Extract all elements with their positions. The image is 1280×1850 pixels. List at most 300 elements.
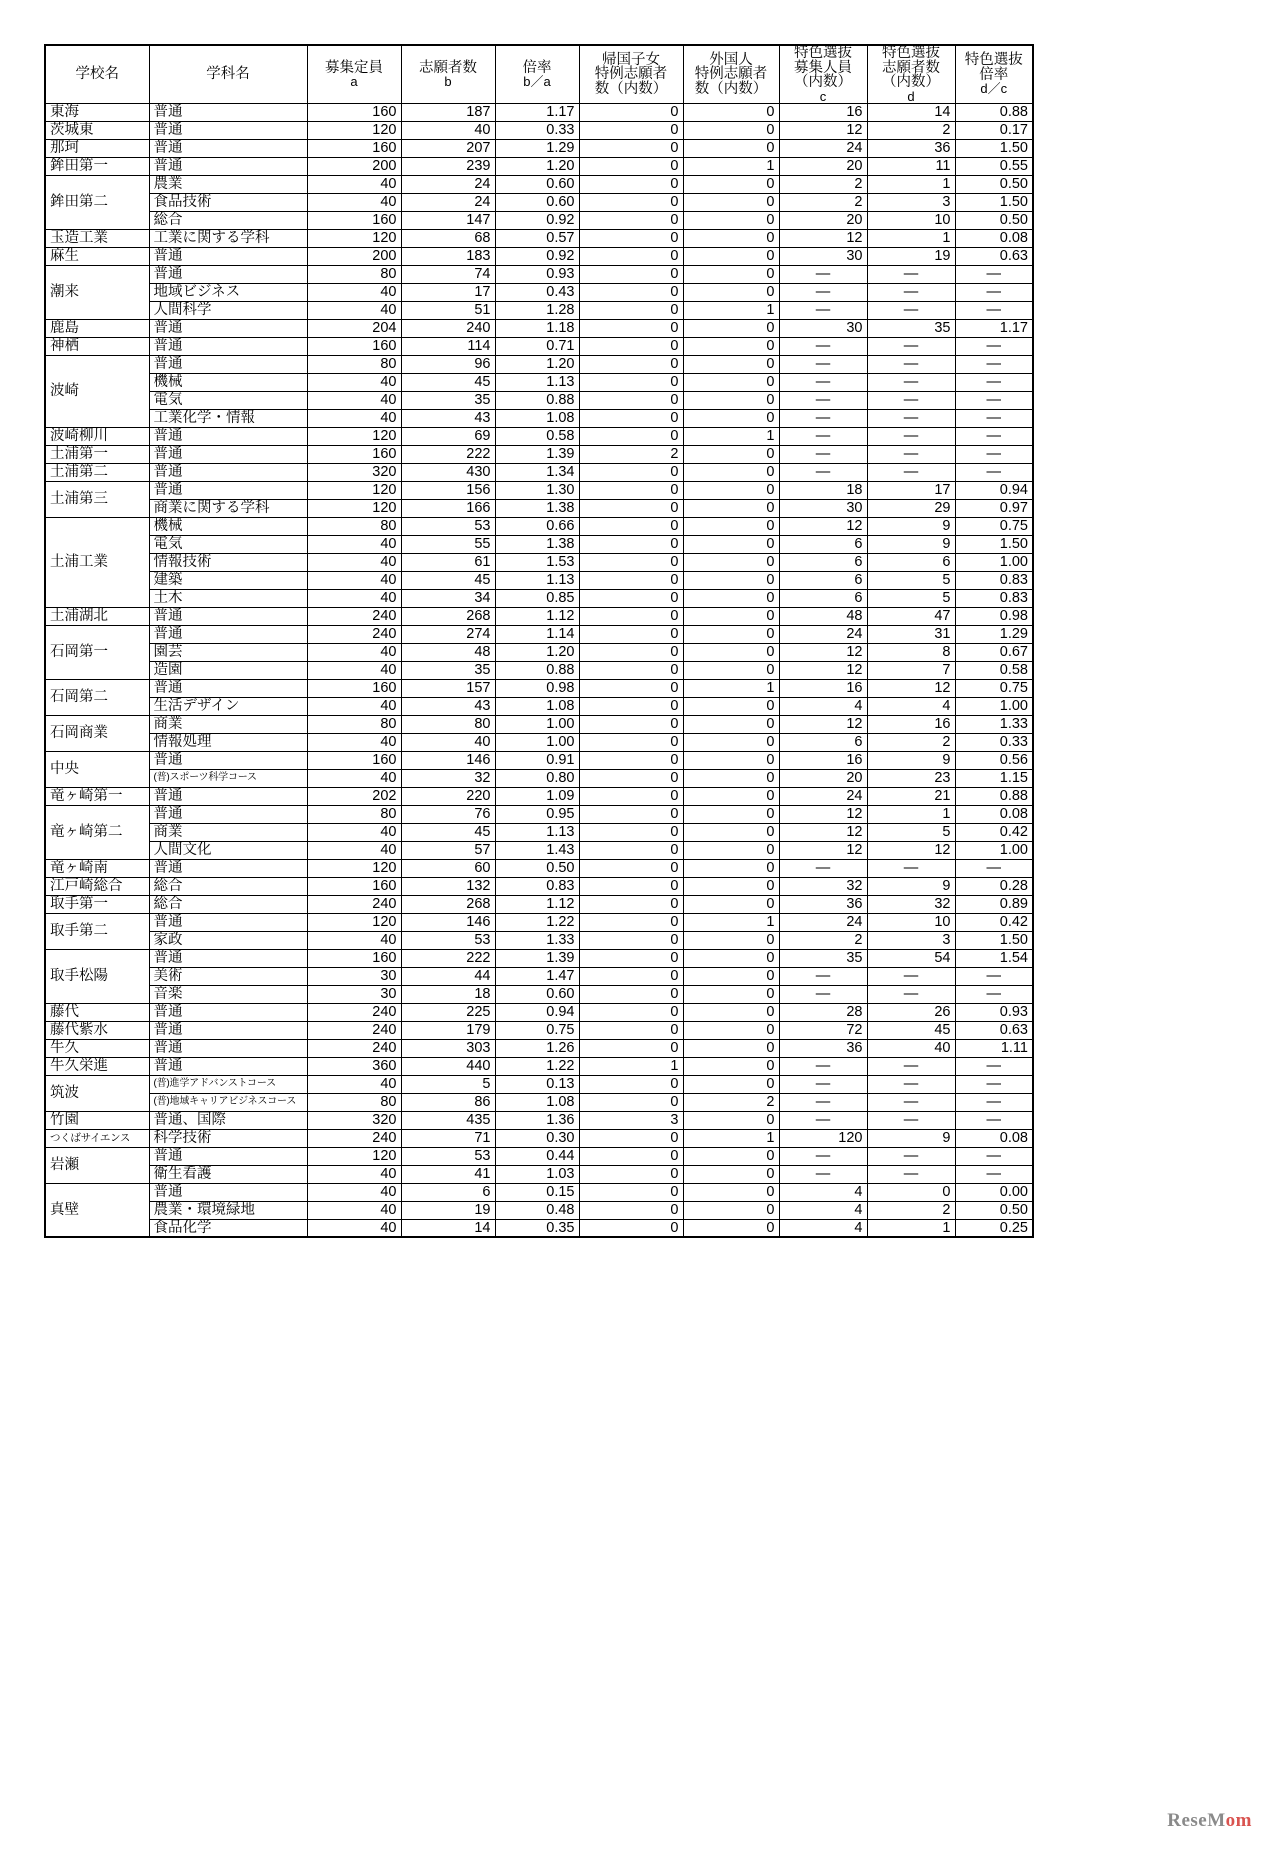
school-name-cell: 竹園 [45,1111,149,1129]
table-row [45,913,1033,931]
ratio-cell: 1.26 [495,1039,579,1057]
ratio-cell: 0.44 [495,1147,579,1165]
school-name-cell: 藤代紫水 [45,1021,149,1039]
header-special-applicants-line1: 特色選抜 [882,45,940,61]
applicants-cell: 435 [401,1111,495,1129]
header-school-name-line1: 学校名 [75,66,119,82]
quota-cell: 80 [307,715,401,733]
ratio-cell: 0.33 [495,121,579,139]
department-name-cell: 人間文化 [149,841,307,859]
tr-cell: 1.50 [955,193,1033,211]
school-name-cell: 牛久 [45,1039,149,1057]
ratio-cell: 0.92 [495,211,579,229]
applicants-cell: 45 [401,373,495,391]
returnee-cell: 0 [579,373,683,391]
foreign-cell: 0 [683,931,779,949]
table-row [45,1129,1033,1147]
table-row [45,103,1033,121]
ratio-cell: 0.60 [495,193,579,211]
ta-cell: 12 [867,679,955,697]
ratio-cell: 1.22 [495,913,579,931]
returnee-cell: 0 [579,841,683,859]
school-name-cell: 鉾田第二 [45,175,149,229]
tq-cell: 36 [779,1039,867,1057]
returnee-cell: 0 [579,985,683,1003]
quota-cell: 40 [307,841,401,859]
applicants-cell: 132 [401,877,495,895]
applicants-cell: 44 [401,967,495,985]
tq-cell: 36 [779,895,867,913]
tq-cell: — [779,967,867,985]
tq-cell: — [779,1093,867,1111]
quota-cell: 160 [307,877,401,895]
foreign-cell: 1 [683,679,779,697]
tq-cell: — [779,427,867,445]
ratio-cell: 1.12 [495,895,579,913]
quota-cell: 80 [307,355,401,373]
tr-cell: 0.75 [955,679,1033,697]
tq-cell: 30 [779,499,867,517]
tr-cell: — [955,409,1033,427]
applicants-cell: 268 [401,895,495,913]
foreign-cell: 0 [683,859,779,877]
header-department-name-line1: 学科名 [206,66,250,82]
quota-cell: 200 [307,157,401,175]
foreign-cell: 0 [683,733,779,751]
ta-cell: — [867,265,955,283]
quota-cell: 40 [307,1183,401,1201]
returnee-cell: 0 [579,895,683,913]
tq-cell: 16 [779,679,867,697]
foreign-cell: 0 [683,877,779,895]
applicants-cell: 76 [401,805,495,823]
ta-cell: — [867,373,955,391]
ratio-cell: 1.30 [495,481,579,499]
applicants-cell: 239 [401,157,495,175]
table-row [45,445,1033,463]
department-name-cell: (普)進学アドバンストコース [149,1075,307,1093]
applicants-cell: 18 [401,985,495,1003]
header-special-quota-sub: c [819,88,827,103]
applicants-cell: 43 [401,697,495,715]
applicants-cell: 51 [401,301,495,319]
foreign-cell: 1 [683,913,779,931]
quota-cell: 40 [307,175,401,193]
ta-cell: 31 [867,625,955,643]
foreign-cell: 0 [683,985,779,1003]
tr-cell: 0.98 [955,607,1033,625]
tq-cell: 6 [779,733,867,751]
school-name-cell: 石岡第一 [45,625,149,679]
tq-cell: 6 [779,571,867,589]
tq-cell: — [779,1075,867,1093]
school-name-cell: つくばサイエンス [45,1129,149,1147]
department-name-cell: 普通 [149,139,307,157]
header-applicants-line1: 志願者数 [419,59,477,76]
header-quota-line1: 募集定員 [325,59,383,76]
ratio-cell: 0.57 [495,229,579,247]
applicants-cell: 60 [401,859,495,877]
table-row [45,1057,1033,1075]
ratio-cell: 0.48 [495,1201,579,1219]
tq-cell: 12 [779,643,867,661]
ratio-cell: 0.60 [495,985,579,1003]
school-name-cell: 石岡商業 [45,715,149,751]
returnee-cell: 0 [579,499,683,517]
returnee-cell: 0 [579,301,683,319]
returnee-cell: 0 [579,481,683,499]
returnee-cell: 0 [579,247,683,265]
table-row [45,949,1033,967]
foreign-cell: 0 [683,1075,779,1093]
ratio-cell: 1.43 [495,841,579,859]
tr-cell: 1.00 [955,697,1033,715]
department-name-cell: 普通 [149,607,307,625]
tr-cell: 0.42 [955,823,1033,841]
tr-cell: 0.56 [955,751,1033,769]
tr-cell: 0.88 [955,787,1033,805]
foreign-cell: 0 [683,391,779,409]
school-name-cell: 中央 [45,751,149,787]
applicants-cell: 17 [401,283,495,301]
tq-cell: — [779,337,867,355]
foreign-cell: 0 [683,571,779,589]
school-name-cell: 麻生 [45,247,149,265]
foreign-cell: 0 [683,949,779,967]
foreign-cell: 0 [683,823,779,841]
applicants-cell: 86 [401,1093,495,1111]
returnee-cell: 0 [579,715,683,733]
applicants-cell: 19 [401,1201,495,1219]
tr-cell: — [955,301,1033,319]
header-returnee-line2: 特例志願者 [594,66,668,82]
foreign-cell: 0 [683,319,779,337]
returnee-cell: 0 [579,283,683,301]
department-name-cell: 普通 [149,787,307,805]
returnee-cell: 0 [579,175,683,193]
department-name-cell: 普通 [149,463,307,481]
applicants-cell: 187 [401,103,495,121]
quota-cell: 40 [307,553,401,571]
returnee-cell: 0 [579,733,683,751]
ta-cell: — [867,391,955,409]
department-name-cell: 普通 [149,1147,307,1165]
ta-cell: 5 [867,571,955,589]
header-special-ratio-line2: 倍率 [979,66,1009,83]
school-name-cell: 藤代 [45,1003,149,1021]
table-row [45,733,1033,751]
foreign-cell: 0 [683,481,779,499]
applicants-cell: 68 [401,229,495,247]
returnee-cell: 0 [579,157,683,175]
ratio-cell: 1.47 [495,967,579,985]
ta-cell: 1 [867,805,955,823]
foreign-cell: 0 [683,1183,779,1201]
tq-cell: 12 [779,823,867,841]
tq-cell: 24 [779,139,867,157]
returnee-cell: 3 [579,1111,683,1129]
quota-cell: 240 [307,1003,401,1021]
quota-cell: 120 [307,427,401,445]
foreign-cell: 0 [683,643,779,661]
returnee-cell: 0 [579,931,683,949]
quota-cell: 40 [307,1201,401,1219]
quota-cell: 240 [307,1039,401,1057]
table-row [45,697,1033,715]
quota-cell: 30 [307,967,401,985]
tr-cell: — [955,1165,1033,1183]
department-name-cell: 普通 [149,949,307,967]
foreign-cell: 1 [683,427,779,445]
school-name-cell: 筑波 [45,1075,149,1111]
department-name-cell: 情報技術 [149,553,307,571]
quota-cell: 40 [307,373,401,391]
returnee-cell: 0 [579,337,683,355]
school-name-cell: 波崎柳川 [45,427,149,445]
header-special-applicants-line3: （内数） [882,74,940,90]
applicants-cell: 114 [401,337,495,355]
table-row [45,751,1033,769]
ratio-cell: 1.00 [495,733,579,751]
ta-cell: — [867,1147,955,1165]
header-special-quota-line2: 募集人員 [794,59,852,76]
tr-cell: — [955,1057,1033,1075]
ratio-cell: 1.39 [495,445,579,463]
ratio-cell: 0.91 [495,751,579,769]
tq-cell: — [779,445,867,463]
watermark-part1: ReseM [1167,1810,1226,1831]
table-row [45,427,1033,445]
ratio-cell: 0.71 [495,337,579,355]
ratio-cell: 1.20 [495,643,579,661]
table-row [45,391,1033,409]
department-name-cell: 総合 [149,877,307,895]
table-row [45,1201,1033,1219]
applicants-cell: 45 [401,571,495,589]
school-name-cell: 取手第一 [45,895,149,913]
ta-cell: 6 [867,553,955,571]
applicants-cell: 166 [401,499,495,517]
tq-cell: 6 [779,535,867,553]
tr-cell: 0.55 [955,157,1033,175]
ta-cell: 23 [867,769,955,787]
table-row [45,625,1033,643]
ratio-cell: 1.20 [495,355,579,373]
applicants-cell: 80 [401,715,495,733]
school-name-cell: 神栖 [45,337,149,355]
tq-cell: 4 [779,1183,867,1201]
tq-cell: 12 [779,229,867,247]
quota-cell: 160 [307,139,401,157]
applicants-cell: 35 [401,391,495,409]
applicants-cell: 240 [401,319,495,337]
returnee-cell: 0 [579,1075,683,1093]
table-row [45,1219,1033,1237]
applicants-cell: 40 [401,121,495,139]
quota-cell: 40 [307,661,401,679]
ta-cell: 0 [867,1183,955,1201]
ta-cell: — [867,301,955,319]
returnee-cell: 0 [579,1147,683,1165]
tr-cell: 0.88 [955,103,1033,121]
school-name-cell: 牛久栄進 [45,1057,149,1075]
department-name-cell: 衛生看護 [149,1165,307,1183]
table-row [45,1039,1033,1057]
quota-cell: 120 [307,913,401,931]
ratio-cell: 1.08 [495,1093,579,1111]
department-name-cell: 農業 [149,175,307,193]
school-name-cell: 玉造工業 [45,229,149,247]
header-foreign-line3: 数（内数） [694,80,768,97]
tr-cell: — [955,1147,1033,1165]
returnee-cell: 0 [579,1093,683,1111]
table-row [45,589,1033,607]
table-row [45,337,1033,355]
ta-cell: 54 [867,949,955,967]
table-row [45,985,1033,1003]
department-name-cell: 普通 [149,1057,307,1075]
applicants-cell: 268 [401,607,495,625]
ta-cell: 45 [867,1021,955,1039]
quota-cell: 160 [307,751,401,769]
tq-cell: — [779,1165,867,1183]
tr-cell: 1.54 [955,949,1033,967]
tq-cell: — [779,463,867,481]
ratio-cell: 1.34 [495,463,579,481]
ta-cell: 3 [867,193,955,211]
header-row [45,45,1033,103]
table-row [45,1003,1033,1021]
ta-cell: 16 [867,715,955,733]
table-row [45,553,1033,571]
foreign-cell: 0 [683,517,779,535]
ta-cell: 2 [867,121,955,139]
ta-cell: 26 [867,1003,955,1021]
ta-cell: 3 [867,931,955,949]
quota-cell: 160 [307,337,401,355]
ratio-cell: 1.38 [495,535,579,553]
foreign-cell: 0 [683,409,779,427]
foreign-cell: 0 [683,715,779,733]
header-foreign-line2: 特例志願者 [694,66,768,82]
tq-cell: 18 [779,481,867,499]
header-quota [307,45,401,103]
table-row [45,319,1033,337]
applicants-cell: 222 [401,949,495,967]
ratio-cell: 0.43 [495,283,579,301]
school-name-cell: 土浦第一 [45,445,149,463]
ta-cell: — [867,1111,955,1129]
school-name-cell: 茨城東 [45,121,149,139]
ta-cell: — [867,283,955,301]
quota-cell: 120 [307,481,401,499]
ta-cell: — [867,985,955,1003]
department-name-cell: 造園 [149,661,307,679]
foreign-cell: 0 [683,175,779,193]
quota-cell: 120 [307,229,401,247]
foreign-cell: 0 [683,445,779,463]
tr-cell: 0.83 [955,571,1033,589]
tq-cell: — [779,301,867,319]
tq-cell: 30 [779,247,867,265]
tr-cell: 0.33 [955,733,1033,751]
table-row [45,499,1033,517]
quota-cell: 40 [307,733,401,751]
quota-cell: 80 [307,1093,401,1111]
ratio-cell: 1.13 [495,823,579,841]
ratio-cell: 1.08 [495,409,579,427]
department-name-cell: 普通、国際 [149,1111,307,1129]
applicants-cell: 34 [401,589,495,607]
tr-cell: 0.63 [955,247,1033,265]
foreign-cell: 0 [683,211,779,229]
tr-cell: 0.42 [955,913,1033,931]
school-name-cell: 土浦湖北 [45,607,149,625]
returnee-cell: 0 [579,1003,683,1021]
table-row [45,823,1033,841]
table-row [45,679,1033,697]
foreign-cell: 0 [683,103,779,121]
ta-cell: 11 [867,157,955,175]
returnee-cell: 0 [579,1183,683,1201]
department-name-cell: 生活デザイン [149,697,307,715]
tq-cell: 4 [779,697,867,715]
tq-cell: 16 [779,103,867,121]
ta-cell: 35 [867,319,955,337]
applicants-cell: 207 [401,139,495,157]
department-name-cell: 普通 [149,445,307,463]
tr-cell: 0.50 [955,175,1033,193]
quota-cell: 40 [307,643,401,661]
tq-cell: 2 [779,175,867,193]
applicants-cell: 179 [401,1021,495,1039]
table-row [45,283,1033,301]
foreign-cell: 0 [683,589,779,607]
table-row [45,1111,1033,1129]
table-header [45,45,1033,103]
school-name-cell: 石岡第二 [45,679,149,715]
applicants-cell: 53 [401,931,495,949]
foreign-cell: 0 [683,1039,779,1057]
table-row [45,535,1033,553]
returnee-cell: 0 [579,697,683,715]
applicants-cell: 53 [401,517,495,535]
tq-cell: — [779,985,867,1003]
ta-cell: 8 [867,643,955,661]
applicants-cell: 57 [401,841,495,859]
department-name-cell: 普通 [149,265,307,283]
ta-cell: — [867,967,955,985]
applicants-cell: 225 [401,1003,495,1021]
ratio-cell: 1.38 [495,499,579,517]
department-name-cell: 普通 [149,1003,307,1021]
tr-cell: 1.33 [955,715,1033,733]
applicants-cell: 69 [401,427,495,445]
tr-cell: 0.75 [955,517,1033,535]
applicants-cell: 45 [401,823,495,841]
table-row [45,517,1033,535]
header-foreign-line1: 外国人 [709,51,753,68]
ta-cell: 21 [867,787,955,805]
table-row [45,193,1033,211]
quota-cell: 80 [307,805,401,823]
tq-cell: 20 [779,769,867,787]
department-name-cell: (普)地域キャリアビジネスコース [149,1093,307,1111]
applicants-cell: 40 [401,733,495,751]
table-row [45,139,1033,157]
ratio-cell: 1.17 [495,103,579,121]
tr-cell: — [955,463,1033,481]
